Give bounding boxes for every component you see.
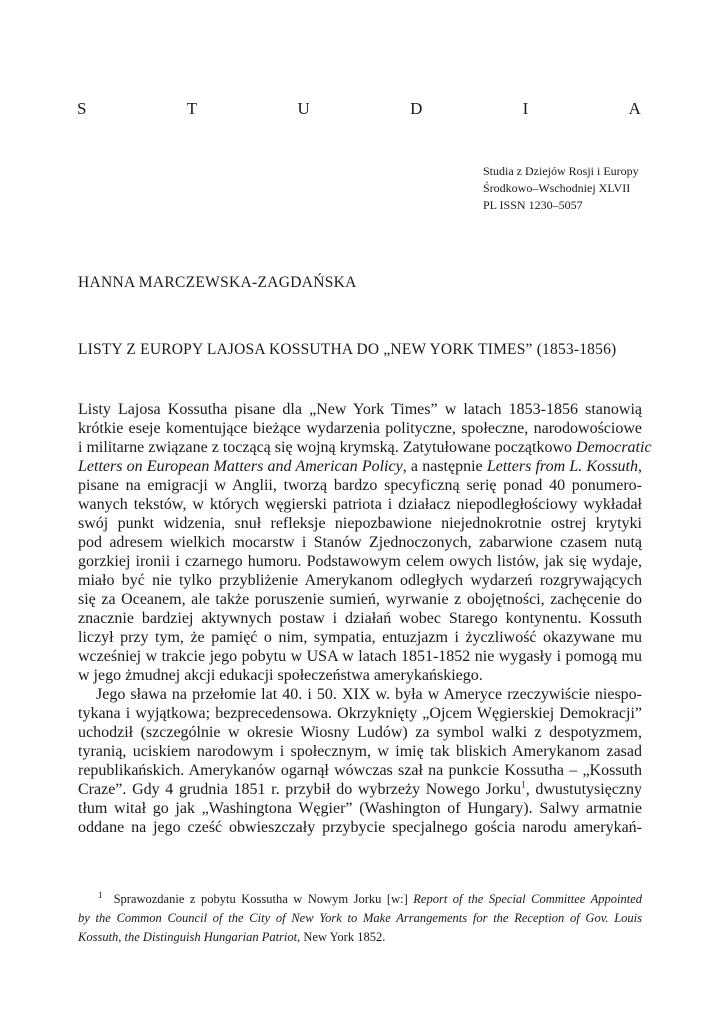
body-line: tykana i wyjątkowa; bezprecedensowa. Okrzyknięty „Ojcem Węgierskiej Demokracji”	[78, 705, 642, 722]
footnote	[78, 890, 642, 947]
body-line: Letters on European Matters and American Policy, a następnie Letters from L. Kossuth,	[78, 458, 642, 475]
body-line: tłum witał go jak „Washingtona Węgier” (Washington of Hungary). Salwy armatnie	[78, 800, 642, 817]
body-line: tyranią, uciskiem narodowym i społecznym, w imię tak bliskich Amerykanom zasad	[78, 743, 642, 760]
header-letter: U	[297, 99, 311, 118]
header-letter: S	[77, 99, 88, 118]
body-line: Jego sława na przełomie lat 40. i 50. XIX w. była w Ameryce rzeczywiście niespo-	[96, 686, 642, 703]
journal-volume: Środkowo–Wschodniej XLVII	[483, 181, 631, 195]
article-title: LISTY Z EUROPY LAJOSA KOSSUTHA DO „NEW YORK TIMES” (1853-1856)	[78, 341, 617, 358]
footnote-line: by the Common Council of the City of New York to Make Arrangements for the Reception of Gov. Louis	[78, 911, 642, 925]
header-letter: T	[186, 99, 199, 118]
body-line: gorzkiej ironii i czarnego humoru. Podstawowym celem owych listów, jak się wydaje,	[78, 553, 642, 570]
header-letter: A	[628, 99, 642, 118]
body-line: Craze”. Gdy 4 grudnia 1851 r. przybił do wybrzeży Nowego Jorku$^1$, dwustutysięczny	[78, 779, 642, 798]
footnote-ref: 1	[521, 779, 526, 790]
body-line: znacznie bardziej aktywnych postaw i działań wobec Starego kontynentu. Kossuth	[78, 610, 642, 627]
body-line: i militarne związane z toczącą się wojną krymską. Zatytułowane początkowo Democratic	[78, 439, 652, 456]
body-line: republikańskich. Amerykanów ogarnął wówczas szał na punkcie Kossutha – „Kossuth	[78, 762, 642, 779]
journal-info	[483, 163, 639, 214]
body-line: oddane na jego cześć obwieszczały przybycie specjalnego gościa narodu amerykań-	[78, 819, 642, 836]
body-line: uchodził (szczególnie w okresie Wiosny Ludów) za symbol walki z despotyzmem,	[78, 724, 642, 741]
author-name: HANNA MARCZEWSKA-ZAGDAŃSKA	[78, 274, 357, 291]
body-line: Listy Lajosa Kossutha pisane dla „New York Times” w latach 1853-1856 stanowią	[78, 401, 642, 418]
body-line: liczył przy tym, że pamięć o nim, sympatia, entuzjazm i życzliwość okazywane mu	[78, 629, 642, 646]
body-line: się za Oceanem, ale także poruszenie sumień, wyrwanie z obojętności, zachęcenie do	[78, 591, 642, 608]
body-line: krótkie eseje komentujące bieżące wydarzenia polityczne, społeczne, narodowościowe	[78, 420, 642, 437]
header-letter: I	[522, 99, 530, 118]
body-line: pisane na emigracji w Anglii, tworzą bardzo specyficzną serię ponad 40 ponumero-	[78, 477, 642, 494]
article-body	[78, 400, 652, 837]
footnote-line: $^1$ Sprawozdanie z pobytu Kossutha w Nowym Jorku [w:] Report of the Special Committee Appointed	[98, 889, 643, 906]
body-line: pod adresem wielkich mocarstw i Stanów Zjednoczonych, zabarwione czasem nutą	[78, 534, 642, 551]
footnote-number: 1	[98, 889, 103, 900]
body-line: wanych tekstów, w których węgierski patriota i działacz niepodległościowy wykładał	[78, 496, 642, 513]
body-line: wcześniej w trakcie jego pobytu w USA w latach 1851-1852 nie wygasły i pomogą mu	[78, 648, 642, 665]
footnote-line: Kossuth, the Distinguish Hungarian Patriot, New York 1852.	[78, 930, 386, 944]
journal-name: Studia z Dziejów Rosji i Europy	[483, 164, 639, 178]
body-line: w jego żmudnej akcji edukacji społeczeństwa amerykańskiego.	[78, 667, 483, 684]
journal-issn: PL ISSN 1230–5057	[483, 198, 583, 212]
body-line: swój punkt widzenia, snuł refleksje niepozbawione niejednokrotnie ostrej krytyki	[78, 515, 642, 532]
header-letter: D	[410, 99, 424, 118]
body-line: miało być nie tylko przybliżenie Amerykanom odległych wydarzeń rozgrywających	[78, 572, 642, 589]
journal-header	[77, 99, 642, 119]
